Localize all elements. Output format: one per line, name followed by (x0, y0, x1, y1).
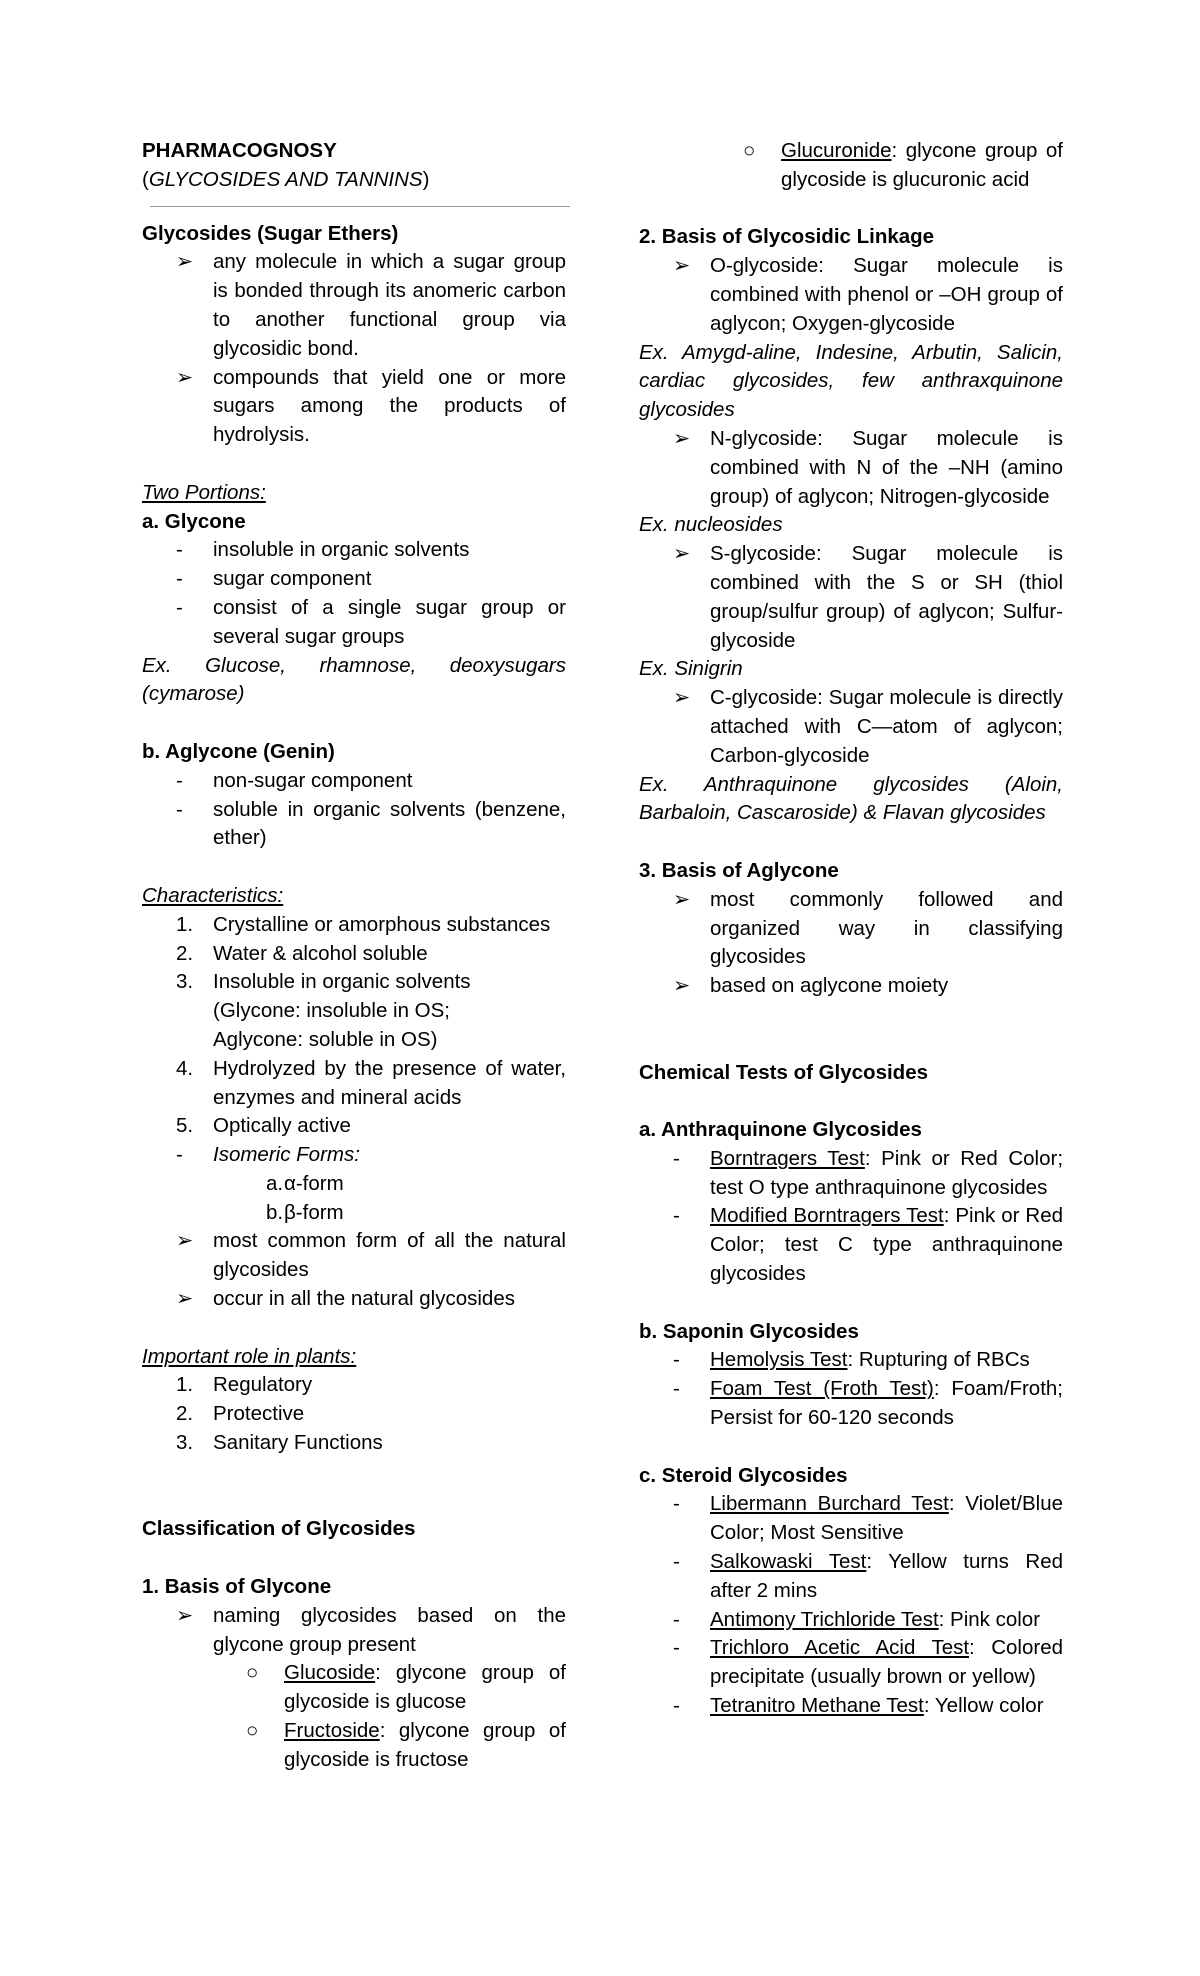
list-item: - Antimony Trichloride Test: Pink color (673, 1607, 1041, 1631)
right-column (639, 137, 1063, 1721)
list-item-note: Aglycone: soluble in OS) (213, 1027, 438, 1051)
arrow-bullet-icon: ➢ (176, 1603, 194, 1627)
list-item: ➢ any molecule in which a sugar group is bonded through its anomeric carbon to another functional group via glycosidic bond. (176, 250, 566, 360)
list-item: 1. Crystalline or amorphous substances (176, 912, 551, 936)
list-item: 2. Water & alcohol soluble (176, 941, 428, 965)
glycone-basis-heading: 1. Basis of Glycone (142, 1575, 332, 1599)
list-item: 1. Regulatory (176, 1373, 313, 1397)
arrow-bullet-icon: ➢ (176, 365, 194, 389)
linkage-heading: 2. Basis of Glycosidic Linkage (639, 225, 935, 249)
classification-heading: Classification of Glycosides (142, 1517, 416, 1541)
list-item: - Isomeric Forms: (176, 1143, 360, 1167)
arrow-bullet-icon: ➢ (673, 426, 691, 450)
list-item: ➢ naming glycosides based on the glycone group present (176, 1603, 566, 1656)
list-item: ➢ most common form of all the natural glycosides (176, 1229, 566, 1282)
list-item: ➢ most commonly followed and organized way in classifying glycosides (673, 887, 1063, 969)
arrow-bullet-icon: ➢ (673, 887, 691, 911)
linkage-example: Ex. nucleosides (639, 513, 783, 537)
list-item: - soluble in organic solvents (benzene, ether) (176, 797, 566, 850)
list-item: ○ Glucuronide: glycone group of glycoside is glucuronic acid (743, 139, 1063, 191)
list-item: 2. Protective (176, 1402, 305, 1426)
characteristics-heading: Characteristics: (142, 883, 284, 907)
page-title: PHARMACOGNOSY (142, 139, 337, 162)
circle-bullet-icon: ○ (246, 1719, 259, 1743)
list-item: ➢ C-glycoside: Sugar molecule is directly attached with C—atom of aglycon; Carbon-glycoside (673, 686, 1063, 767)
list-item: ➢ compounds that yield one or more sugars among the products of hydrolysis. (176, 365, 566, 447)
left-column (142, 137, 566, 1775)
list-item: - Libermann Burchard Test: Violet/Blue Color; Most Sensitive (673, 1492, 1064, 1545)
list-item: ➢ O-glycoside: Sugar molecule is combined with phenol or –OH group of aglycon; Oxygen-glycoside (673, 254, 1063, 335)
list-item: - consist of a single sugar group or several sugar groups (176, 595, 566, 648)
tests-heading: Chemical Tests of Glycosides (639, 1060, 929, 1084)
list-item: - Foam Test (Froth Test): Foam/Froth; Persist for 60-120 seconds (673, 1377, 1063, 1430)
page-subtitle: (GLYCOSIDES AND TANNINS) (142, 167, 430, 191)
test-group-heading: c. Steroid Glycosides (639, 1463, 848, 1487)
circle-bullet-icon: ○ (246, 1661, 259, 1685)
list-item: a. α-form (266, 1171, 344, 1195)
aglycone-basis-heading: 3. Basis of Aglycone (639, 858, 839, 882)
list-item: b. β-form (266, 1200, 344, 1224)
list-item: 5. Optically active (176, 1114, 351, 1138)
list-item: - Hemolysis Test: Rupturing of RBCs (673, 1348, 1030, 1372)
portions-heading: Two Portions: (142, 480, 266, 504)
list-item: - insoluble in organic solvents (176, 538, 470, 562)
test-group-heading: a. Anthraquinone Glycosides (639, 1118, 922, 1142)
list-item: ➢ N-glycoside: Sugar molecule is combined with N of the –NH (amino group) of aglycon; Nitrogen-glycoside (673, 426, 1063, 508)
test-group-heading: b. Saponin Glycosides (639, 1319, 859, 1343)
list-item: - Trichloro Acetic Acid Test: Colored precipitate (usually brown or yellow) (673, 1636, 1063, 1689)
glycone-heading: a. Glycone (142, 509, 246, 533)
list-item: ○ Fructoside: glycone group of glycoside is fructose (246, 1719, 566, 1771)
list-item: ➢ occur in all the natural glycosides (142, 1285, 566, 1314)
list-item: - Modified Borntragers Test: Pink or Red Color; test C type anthraquinone glycosides (673, 1204, 1063, 1286)
arrow-bullet-icon: ➢ (176, 1229, 194, 1253)
linkage-example: Ex. Sinigrin (639, 657, 743, 681)
role-heading: Important role in plants: (142, 1344, 357, 1368)
arrow-bullet-icon: ➢ (673, 974, 691, 998)
list-item: - Borntragers Test: Pink or Red Color; test O type anthraquinone glycosides (673, 1146, 1064, 1199)
glycone-example: Ex. Glucose, rhamnose, deoxysugars (cymarose) (142, 653, 566, 706)
list-item: 3. Sanitary Functions (176, 1431, 383, 1455)
list-item: ➢ based on aglycone moiety (639, 972, 1063, 1001)
list-item: - Salkowaski Test: Yellow turns Red after 2 mins (673, 1550, 1063, 1602)
list-item: 3. Insoluble in organic solvents (176, 970, 471, 994)
arrow-bullet-icon: ➢ (673, 542, 691, 566)
arrow-bullet-icon: ➢ (673, 686, 691, 710)
list-item: - Tetranitro Methane Test: Yellow color (673, 1694, 1044, 1718)
list-item: - sugar component (176, 567, 372, 591)
list-item: 4. Hydrolyzed by the presence of water, enzymes and mineral acids (176, 1056, 566, 1109)
aglycone-heading: b. Aglycone (Genin) (142, 739, 335, 763)
arrow-bullet-icon: ➢ (176, 1287, 194, 1311)
linkage-example: Ex. Anthraquinone glycosides (Aloin, Barbaloin, Cascaroside) & Flavan glycosides (639, 772, 1063, 825)
glycosides-heading: Glycosides (Sugar Ethers) (142, 221, 399, 245)
title-divider (150, 206, 570, 207)
list-item: - non-sugar component (176, 768, 413, 792)
list-item: ➢ S-glycoside: Sugar molecule is combined with the S or SH (thiol group/sulfur group) of aglycon; Sulfur-glycoside (673, 542, 1063, 652)
list-item-note: (Glycone: insoluble in OS; (213, 999, 451, 1023)
linkage-example: Ex. Amygd-aline, Indesine, Arbutin, Salicin, cardiac glycosides, few anthraxquinone glycosides (639, 340, 1063, 422)
circle-bullet-icon: ○ (743, 139, 756, 162)
arrow-bullet-icon: ➢ (176, 250, 194, 274)
list-item: ○ Glucoside: glycone group of glycoside is glucose (246, 1661, 566, 1714)
arrow-bullet-icon: ➢ (673, 254, 691, 278)
